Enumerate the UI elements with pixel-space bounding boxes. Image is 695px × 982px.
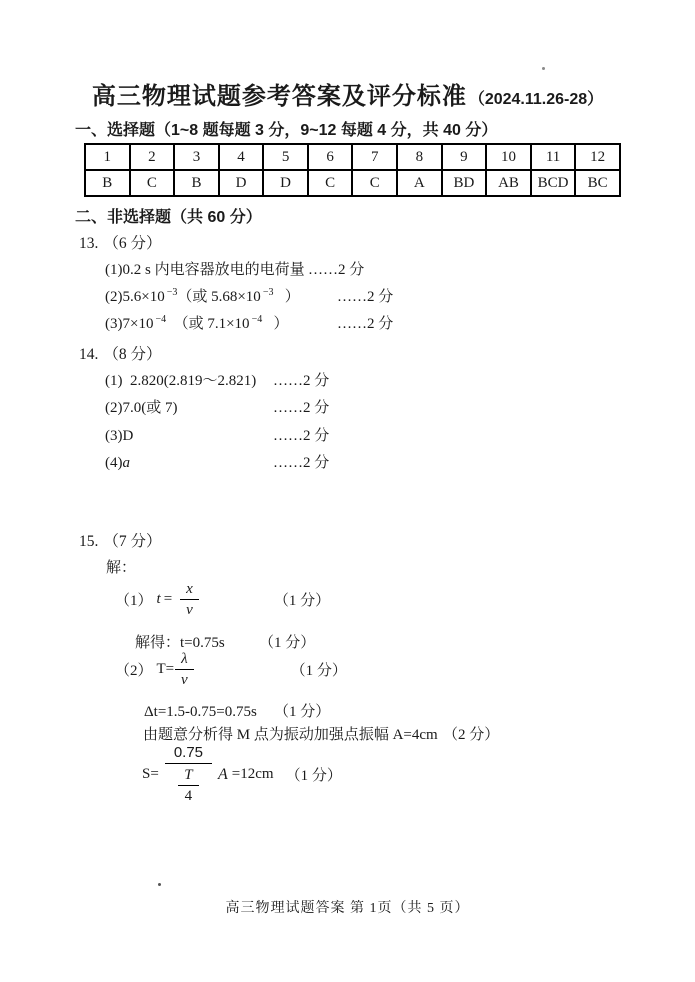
q14-answer-line-2 bbox=[105, 396, 329, 417]
question-number-cell: 5 bbox=[263, 144, 308, 170]
table-row-question-numbers bbox=[85, 144, 620, 170]
answer-text: 解得：t=0.75s bbox=[135, 635, 225, 651]
equals-sign: = bbox=[163, 591, 173, 607]
q15-solved-line bbox=[135, 631, 315, 652]
fraction bbox=[180, 580, 199, 619]
question-number-cell: 2 bbox=[130, 144, 175, 170]
answer-text: 由题意分析得 M 点为振动加强点振幅 A=4cm bbox=[143, 727, 438, 743]
score-label: （2 分） bbox=[443, 727, 500, 743]
q13-answer-line-2 bbox=[105, 285, 393, 306]
question-number-cell: 10 bbox=[486, 144, 531, 170]
q14-answer-line-3 bbox=[105, 424, 329, 445]
answer-text: (1) 2.820(2.819～2.821) bbox=[105, 373, 257, 389]
answer-text bbox=[105, 312, 337, 333]
fraction-numerator: T bbox=[178, 766, 198, 786]
question-number-cell: 6 bbox=[308, 144, 353, 170]
score-label: （1 分） bbox=[274, 704, 331, 720]
answer-cell: B bbox=[85, 170, 130, 196]
question-14-header bbox=[79, 342, 162, 364]
question-number-cell: 4 bbox=[219, 144, 264, 170]
fraction-numerator: x bbox=[180, 580, 199, 600]
formula-lhs: S= bbox=[142, 766, 159, 782]
title-text: 高三物理试题参考答案及评分标准 bbox=[91, 83, 467, 110]
answer-label: (4) bbox=[105, 455, 123, 471]
exponent: −3 bbox=[166, 287, 178, 298]
formula-index: （2） bbox=[115, 663, 153, 679]
exponent: −4 bbox=[251, 314, 263, 325]
exponent: −3 bbox=[262, 287, 274, 298]
question-number-cell: 8 bbox=[397, 144, 442, 170]
question-number: 13. bbox=[79, 235, 99, 252]
score-label: （1 分） bbox=[273, 593, 331, 609]
math-variable: a bbox=[122, 455, 130, 471]
score-label: （1 分） bbox=[285, 768, 342, 784]
answer-cell: D bbox=[219, 170, 264, 196]
score-dots: ……2 分 bbox=[273, 428, 330, 444]
question-number: 15. bbox=[79, 533, 99, 550]
stray-mark bbox=[158, 883, 161, 886]
question-number-cell: 3 bbox=[174, 144, 219, 170]
math-variable: t bbox=[156, 591, 161, 607]
answer-cell: C bbox=[308, 170, 353, 196]
page-title bbox=[0, 76, 695, 111]
answer-text: (3)D bbox=[105, 428, 134, 444]
answer-alt: （或 5.68×10 bbox=[177, 289, 261, 305]
answer-cell: C bbox=[130, 170, 175, 196]
fraction-denominator: v bbox=[186, 602, 193, 618]
question-number: 14. bbox=[79, 346, 99, 363]
answer-text: Δt=1.5-0.75=0.75s bbox=[144, 704, 257, 720]
q15-s-formula bbox=[142, 744, 342, 805]
answer-cell: D bbox=[263, 170, 308, 196]
formula-lhs: T= bbox=[156, 661, 175, 677]
q14-answer-line-1 bbox=[105, 369, 329, 390]
q15-formula-1 bbox=[115, 580, 330, 619]
question-13-header bbox=[79, 231, 162, 253]
question-number-cell: 11 bbox=[531, 144, 576, 170]
score-dots: ……2 分 bbox=[273, 455, 330, 471]
answer-cell: B bbox=[174, 170, 219, 196]
q15-formula-2 bbox=[115, 650, 347, 689]
q15-delta-line bbox=[144, 700, 330, 721]
score-label: （1 分） bbox=[259, 635, 316, 651]
table-row-answers bbox=[85, 170, 620, 196]
q13-answer-line-1 bbox=[105, 258, 364, 279]
question-number-cell: 12 bbox=[575, 144, 620, 170]
fraction-numerator: 0.75 bbox=[165, 744, 212, 764]
answer-cell: BC bbox=[575, 170, 620, 196]
answer-close: ） bbox=[273, 289, 300, 305]
formula-index: （1） bbox=[115, 593, 153, 609]
score-dots: ……2 分 bbox=[337, 289, 394, 305]
q15-analysis-line bbox=[143, 723, 499, 744]
answer-close: ） bbox=[262, 316, 289, 332]
question-score: （7 分） bbox=[103, 533, 162, 550]
fraction-denominator: v bbox=[181, 672, 188, 688]
question-15-header bbox=[79, 529, 162, 551]
answer-cell: AB bbox=[486, 170, 531, 196]
score-dots: ……2 分 bbox=[308, 262, 365, 278]
answer-value: (3)7×10 bbox=[105, 316, 154, 332]
q14-answer-line-4 bbox=[105, 451, 329, 472]
answer-cell: BD bbox=[442, 170, 487, 196]
question-number-cell: 9 bbox=[442, 144, 487, 170]
scan-speck bbox=[542, 67, 545, 70]
score-label: （1 分） bbox=[290, 663, 347, 679]
answer-value: (2)5.6×10 bbox=[105, 289, 165, 305]
question-score: （8 分） bbox=[103, 346, 162, 363]
question-score: （6 分） bbox=[103, 235, 162, 252]
score-dots: ……2 分 bbox=[273, 400, 330, 416]
fraction-denominator: 4 bbox=[184, 788, 193, 804]
question-number-cell: 7 bbox=[352, 144, 397, 170]
page-footer: 高三物理试题答案 第 1页（共 5 页） bbox=[225, 901, 470, 916]
answer-alt: （或 7.1×10 bbox=[166, 316, 250, 332]
answer-text: (1)0.2 s 内电容器放电的电荷量 bbox=[105, 262, 305, 278]
answer-text: (2)7.0(或 7) bbox=[105, 400, 178, 416]
section2-heading: 二、非选择题（共 60 分） bbox=[75, 209, 262, 226]
section1-heading: 一、选择题（1~8 题每题 3 分，9~12 每题 4 分，共 40 分） bbox=[75, 122, 498, 139]
nested-fraction bbox=[165, 744, 212, 805]
choice-answer-table bbox=[84, 143, 621, 197]
q13-answer-line-3 bbox=[105, 312, 393, 333]
title-date: （2024.11.26-28） bbox=[468, 91, 604, 108]
solve-label: 解： bbox=[106, 560, 137, 576]
answer-text bbox=[105, 285, 337, 306]
math-variable: A bbox=[218, 765, 228, 783]
fraction bbox=[175, 650, 194, 689]
answer-cell: C bbox=[352, 170, 397, 196]
exponent: −4 bbox=[155, 314, 167, 325]
answer-text bbox=[105, 455, 273, 472]
fraction-denominator bbox=[178, 764, 198, 805]
question-number-cell: 1 bbox=[85, 144, 130, 170]
answer-cell: BCD bbox=[531, 170, 576, 196]
score-dots: ……2 分 bbox=[273, 373, 330, 389]
answer-cell: A bbox=[397, 170, 442, 196]
fraction-numerator: λ bbox=[175, 650, 194, 670]
formula-result: =12cm bbox=[231, 766, 274, 782]
score-dots: ……2 分 bbox=[337, 316, 394, 332]
inner-fraction bbox=[178, 766, 198, 805]
